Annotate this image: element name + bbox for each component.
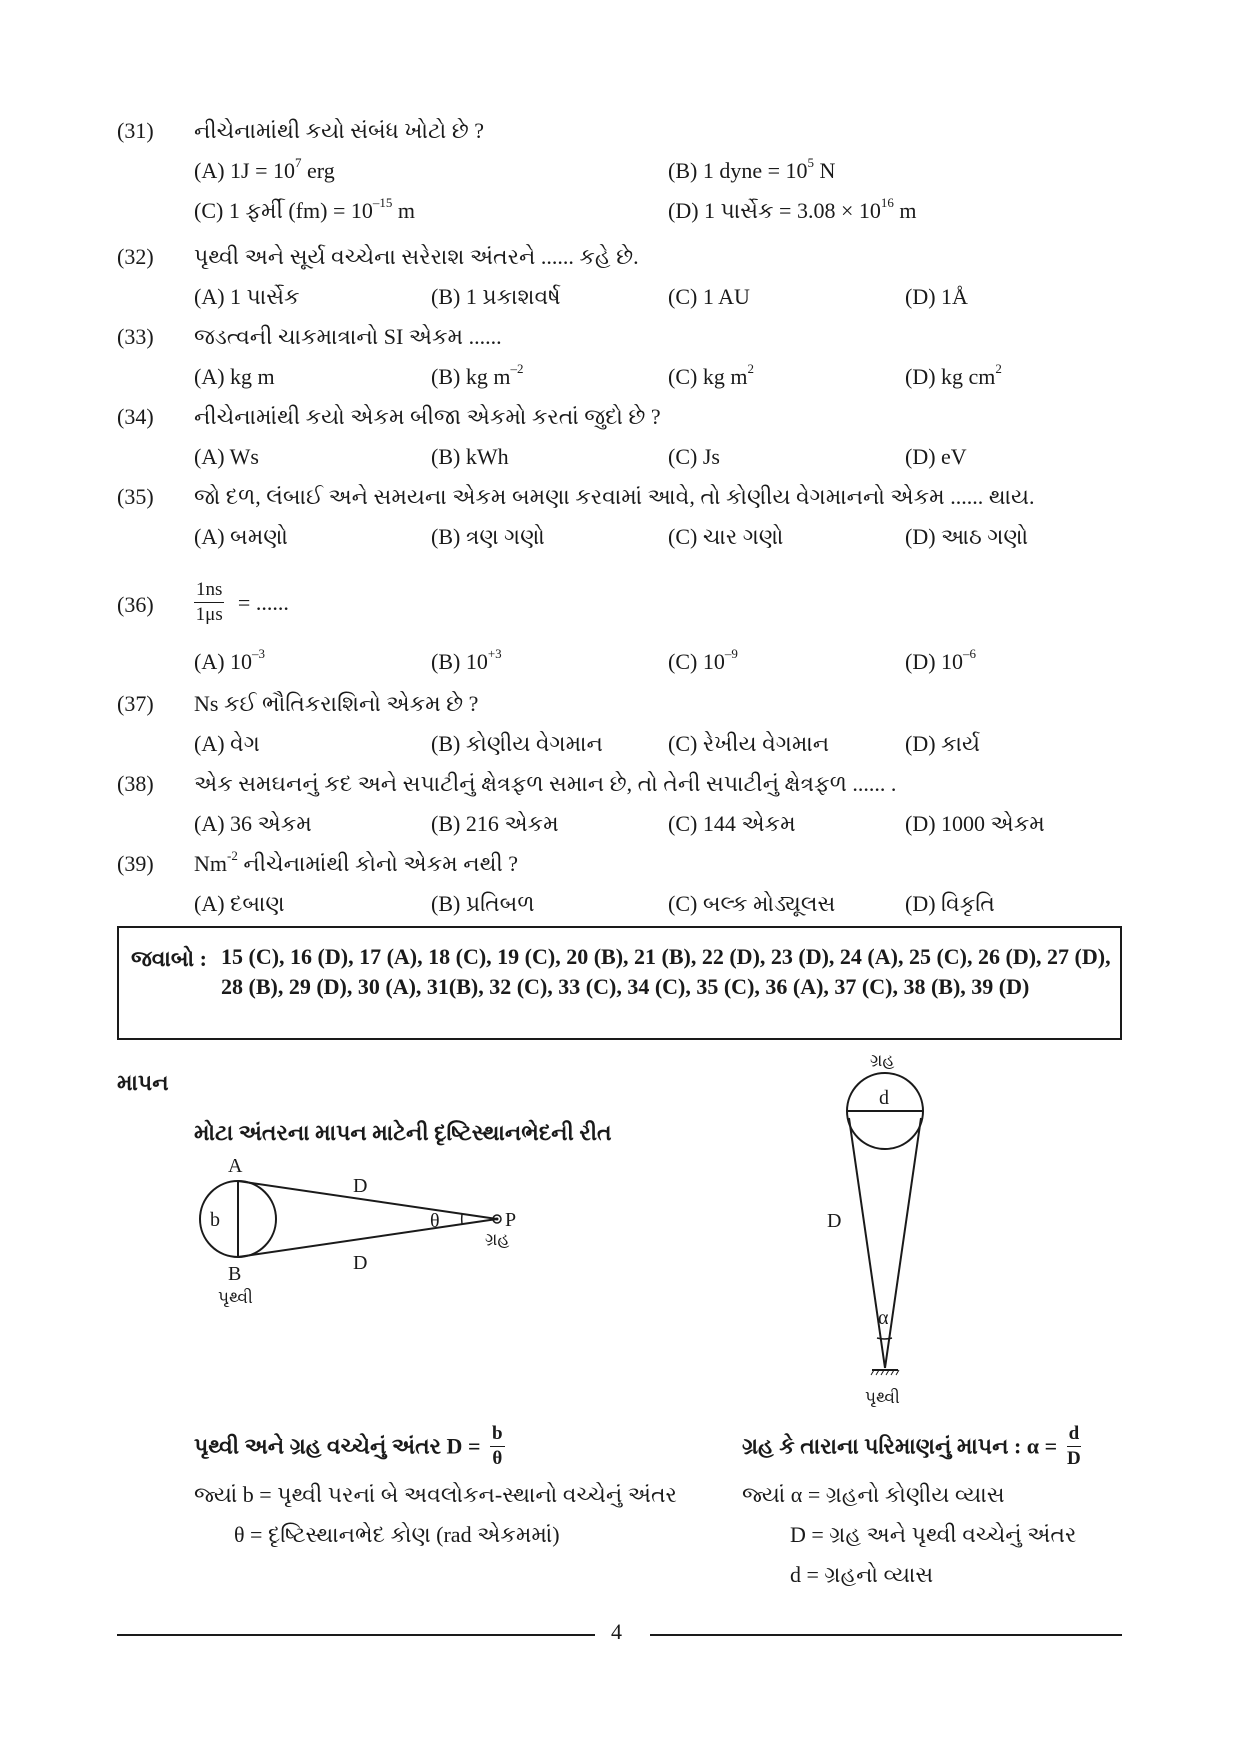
option-c: (C) 1 ફર્મી $(fm) = 10^{-15}$ m bbox=[194, 195, 415, 223]
question-text: જડત્વની ચાકમાત્રાનો SI એકમ ...... bbox=[194, 324, 502, 349]
alpha-arc bbox=[877, 1338, 892, 1339]
option-a: (A) $10^{-3}$ bbox=[194, 646, 266, 674]
option-c: (C) ચાર ગણો bbox=[668, 524, 784, 549]
answer-text: 15 (C), 16 (D), 17 (A), 18 (C), 19 (C), 20 (B), 21 (B), 22 (D), 23 (D), 24 (A), 25 (C), 26 (D), 27 (D), 28 (B), 29 (D), 30 (A), 31(B), 32 (C), 33 (C), 34 (C), 35 (C), 36 (A), 37 (C), 38 (B), 39 (D) bbox=[221, 944, 1111, 999]
option-a: (A) 36 એકમ bbox=[194, 811, 312, 836]
option-d: (D) કાર્ય bbox=[905, 731, 980, 756]
formula-right-heading: ગ્રહ કે તારાના પરિમાણનું માપન : α = $\frac{d}{D}$ bbox=[742, 1423, 1081, 1469]
option-c: (C) kg $m^2$ bbox=[668, 361, 754, 389]
option-d: (D) 1Å bbox=[905, 284, 968, 309]
question-text: Ns કઈ ભૌતિકરાશિનો એકમ છે ? bbox=[194, 691, 479, 716]
option-a: (A) વેગ bbox=[194, 731, 260, 756]
planet-point-center bbox=[496, 1218, 499, 1221]
label-earth: પૃથ્વી bbox=[865, 1388, 900, 1407]
formula-left-heading: પૃથ્વી અને ગ્રહ વચ્ચેનું અંતર D = $\frac{b}{\theta}$ bbox=[194, 1423, 503, 1469]
option-a: (A) બમણો bbox=[194, 524, 288, 549]
option-d: (D) eV bbox=[905, 444, 967, 469]
label-b: b bbox=[210, 1209, 220, 1231]
fraction: $\frac{d}{D}$ bbox=[1067, 1423, 1081, 1469]
option-b: (B) kg $m^{-2}$ bbox=[431, 361, 524, 389]
question-text: જો દળ, લંબાઈ અને સમયના એકમ બમણા કરવામાં આવે, તો કોણીય વેગમાનનો એકમ ...... થાય. bbox=[194, 484, 1035, 509]
formula-left-line2: θ = દૃષ્ટિસ્થાનભેદ કોણ (rad એકમમાં) bbox=[234, 1522, 560, 1547]
question-37 bbox=[0, 691, 1241, 731]
question-number: (38) bbox=[117, 771, 154, 796]
label-alpha: α bbox=[878, 1307, 889, 1329]
question-number: (37) bbox=[117, 691, 154, 716]
option-d: (D) 1000 એકમ bbox=[905, 811, 1045, 836]
line-a-p bbox=[238, 1181, 497, 1219]
option-d: (D) વિકૃતિ bbox=[905, 891, 995, 916]
question-text: એક સમઘનનું કદ અને સપાટીનું ક્ષેત્રફળ સમાન છે, તો તેની સપાટીનું ક્ષેત્રફળ ...... . bbox=[194, 771, 897, 796]
option-a: (A) $1J = 10^7$ erg bbox=[194, 155, 335, 183]
option-c: (C) 1 AU bbox=[668, 284, 750, 309]
option-c: (C) 144 એકમ bbox=[668, 811, 796, 836]
page-number: 4 bbox=[611, 1619, 622, 1644]
label-earth: પૃથ્વી bbox=[218, 1288, 253, 1307]
formula-right-line2: D = ગ્રહ અને પૃથ્વી વચ્ચેનું અંતર bbox=[790, 1522, 1077, 1547]
option-c: (C) બલ્ક મોડ્યૂલસ bbox=[668, 891, 836, 916]
question-number: (33) bbox=[117, 324, 154, 349]
label-P: P bbox=[505, 1209, 517, 1231]
option-c: (C) Js bbox=[668, 444, 720, 469]
question-33 bbox=[0, 324, 1241, 364]
formula-right-line3: d = ગ્રહનો વ્યાસ bbox=[790, 1562, 934, 1587]
line-left bbox=[849, 1118, 885, 1368]
line-b-p bbox=[238, 1219, 497, 1257]
formula-left-line1: જ્યાં b = પૃથ્વી પરનાં બે અવલોકન-સ્થાનો વચ્ચેનું અંતર bbox=[194, 1482, 677, 1507]
label-D: D bbox=[827, 1210, 842, 1232]
option-b: (B) $10^{+3}$ bbox=[431, 646, 502, 674]
question-39 bbox=[0, 848, 1241, 891]
label-planet: ગ્રહ bbox=[485, 1230, 510, 1249]
label-planet: ગ્રહ bbox=[870, 1051, 895, 1070]
option-b: (B) પ્રતિબળ bbox=[431, 891, 535, 916]
option-d: (D) 1 પાર્સેક = $3.08 \times 10^{16}$ m bbox=[668, 195, 917, 223]
question-text: $\frac{1ns}{1\mu s}$ = ...... bbox=[195, 579, 289, 625]
option-b: (B) kWh bbox=[431, 444, 509, 469]
option-b: (B) કોણીય વેગમાન bbox=[431, 731, 603, 756]
question-38 bbox=[0, 771, 1241, 811]
option-c: (C) $10^{-9}$ bbox=[668, 646, 738, 674]
parallax-diagram bbox=[190, 1150, 540, 1315]
footer-rule-left bbox=[117, 1634, 595, 1636]
option-d: (D) $10^{-6}$ bbox=[905, 646, 977, 674]
option-b: (B) ત્રણ ગણો bbox=[431, 524, 545, 549]
question-number: (39) bbox=[117, 851, 154, 876]
answer-box bbox=[117, 926, 1122, 1040]
option-c: (C) રેખીય વેગમાન bbox=[668, 731, 830, 756]
question-text: $Nm^{-2}$ નીચેનામાંથી કોનો એકમ નથી ? bbox=[194, 848, 519, 876]
option-d: (D) આઠ ગણો bbox=[905, 524, 1029, 549]
label-d: d bbox=[879, 1087, 889, 1109]
option-a: (A) Ws bbox=[194, 444, 259, 469]
question-32 bbox=[0, 244, 1241, 284]
question-number: (35) bbox=[117, 484, 154, 509]
label-A: A bbox=[228, 1155, 243, 1177]
formula-right-line1: જ્યાં α = ગ્રહનો કોણીય વ્યાસ bbox=[742, 1482, 1005, 1507]
question-35 bbox=[0, 484, 1241, 524]
question-34 bbox=[0, 404, 1241, 444]
section-subtitle: મોટા અંતરના માપન માટેની દૃષ્ટિસ્થાનભેદની રીત bbox=[194, 1120, 612, 1145]
option-a: (A) kg m bbox=[194, 364, 275, 389]
question-text: નીચેનામાંથી કયો સંબંધ ખોટો છે ? bbox=[194, 118, 485, 143]
footer-rule-right bbox=[650, 1634, 1122, 1636]
label-D-bottom: D bbox=[353, 1252, 368, 1274]
label-theta: θ bbox=[430, 1210, 440, 1232]
question-number: (34) bbox=[117, 404, 154, 429]
question-text: નીચેનામાંથી કયો એકમ બીજા એકમો કરતાં જુદો છે ? bbox=[194, 404, 661, 429]
label-B: B bbox=[228, 1263, 242, 1285]
option-b: (B) 1 dyne = $10^5$ N bbox=[668, 155, 836, 183]
line-right bbox=[885, 1118, 921, 1368]
section-title: માપન bbox=[117, 1070, 169, 1095]
label-D-top: D bbox=[353, 1175, 368, 1197]
option-a: (A) 1 પાર્સેક bbox=[194, 284, 300, 309]
question-36 bbox=[0, 578, 1241, 634]
question-number: (32) bbox=[117, 244, 154, 269]
fraction: $\frac{1ns}{1\mu s}$ bbox=[195, 579, 223, 625]
question-31 bbox=[0, 118, 1241, 158]
fraction: $\frac{b}{\theta}$ bbox=[492, 1423, 503, 1469]
option-d: (D) kg $cm^2$ bbox=[905, 361, 1002, 389]
question-number: (31) bbox=[117, 118, 154, 143]
answer-label: જવાબો : bbox=[131, 946, 207, 971]
question-number: (36) bbox=[117, 592, 154, 617]
option-b: (B) 1 પ્રકાશવર્ષ bbox=[431, 284, 561, 309]
angular-diameter-diagram bbox=[820, 1048, 950, 1408]
option-b: (B) 216 એકમ bbox=[431, 811, 559, 836]
option-a: (A) દબાણ bbox=[194, 891, 285, 916]
question-text: પૃથ્વી અને સૂર્ય વચ્ચેના સરેરાશ અંતરને ...... કહે છે. bbox=[194, 244, 639, 269]
